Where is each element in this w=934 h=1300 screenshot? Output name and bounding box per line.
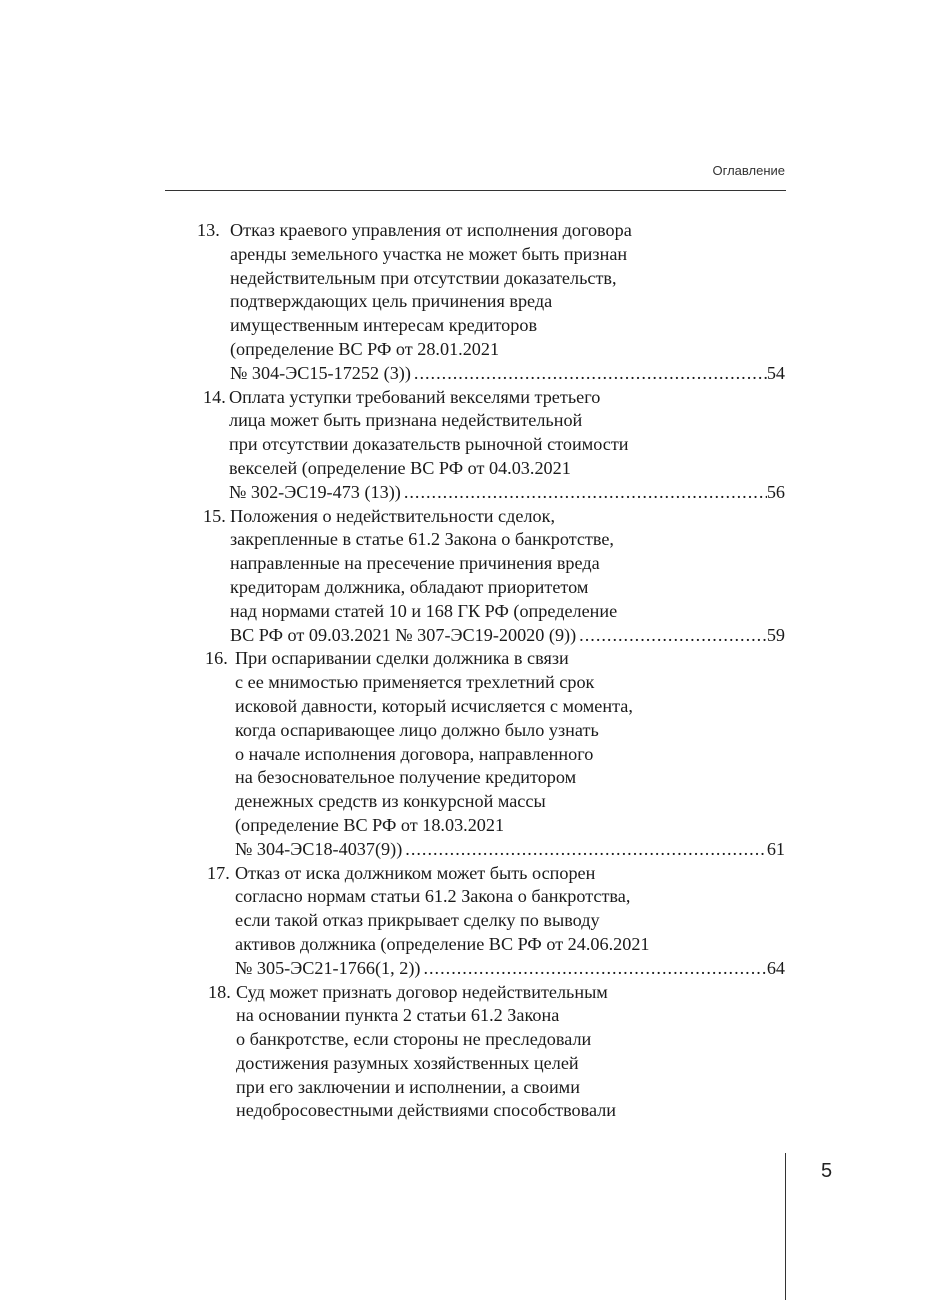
toc-entry-page-number[interactable]: 54 [766,362,785,383]
folio-rule [785,1153,786,1300]
toc-entry-line: имущественным интересам кредиторов [230,315,538,336]
toc-entry-line: (определение ВС РФ от 28.01.2021 [230,338,500,359]
toc-entry-line: когда оспаривающее лицо должно было узнать [235,719,599,740]
toc-entry-citation: ВС РФ от 09.03.2021 № 307-ЭС19-20020 (9)) [230,624,577,645]
toc-entry-number: 17. [207,862,230,883]
toc-entry-number: 16. [205,648,228,669]
toc-entry-number: 18. [208,981,231,1002]
toc-entry-line: подтверждающих цель причинения вреда [230,291,553,312]
toc-entry-line: с ее мнимостью применяется трехлетний срок [235,672,595,693]
toc-entry-citation: № 304-ЭС18-4037(9)) [235,838,403,859]
page-number: 5 [821,1160,833,1182]
toc-entry-line: если такой отказ прикрывает сделку по выводу [235,910,600,931]
toc-entry [0,219,934,386]
toc-entry-citation: № 305-ЭС21-1766(1, 2)) [235,957,421,978]
toc-entry-line: (определение ВС РФ от 18.03.2021 [235,814,505,835]
toc-entry-leader-line [235,957,785,981]
toc-entry-page-number[interactable]: 56 [766,481,785,502]
running-head-section-title: Оглавление [712,163,785,178]
toc-entry-leader-line [229,481,785,505]
toc-entry-line: кредиторам должника, обладают приоритетом [230,576,589,597]
toc-entry-page-number[interactable]: 59 [766,624,785,645]
toc-entry-line: недобросовестными действиями способствовали [236,1100,617,1121]
toc-entry-leader-line [230,624,785,648]
toc-entry-line: закрепленные в статье 61.2 Закона о банкротстве, [230,529,614,550]
toc-entry-number: 13. [197,220,220,240]
toc-entry [0,647,934,861]
toc-entry-citation: № 302-ЭС19-473 (13)) [229,481,401,502]
toc-entry-line: векселей (определение ВС РФ от 04.03.2021 [229,457,571,478]
toc-entry-citation: № 304-ЭС15-17252 (3)) [230,362,411,383]
toc-entry-line: Отказ краевого управления от исполнения договора [230,220,632,240]
toc-entry-line: направленные на пресечение причинения вреда [230,553,600,574]
toc-entry-line: При оспаривании сделки должника в связи [235,648,569,669]
toc-entry-line: согласно нормам статьи 61.2 Закона о банкротства, [235,886,631,907]
toc-entry-line: над нормами статей 10 и 168 ГК РФ (определение [230,600,618,621]
toc-entry-line: Положения о недействительности сделок, [230,505,556,526]
toc-entry-line: денежных средств из конкурсной массы [235,791,546,812]
dot-leader [411,362,767,386]
toc-entry-line: Суд может признать договор недействительным [236,981,608,1002]
toc-entry-line: Отказ от иска должником может быть оспорен [235,862,596,883]
toc-entry-number: 14. [203,386,226,407]
table-of-contents [0,219,934,1123]
toc-entry-line: о банкротстве, если стороны не преследовали [236,1029,592,1050]
toc-entry [0,505,934,648]
dot-leader [576,624,767,648]
dot-leader [402,838,767,862]
toc-entry-line: при отсутствии доказательств рыночной стоимости [229,434,629,455]
toc-entry-line: при его заключении и исполнении, а своими [236,1076,580,1097]
dot-leader [420,957,766,981]
toc-entry-line: Оплата уступки требований векселями третьего [229,386,601,407]
toc-entry-line: аренды земельного участка не может быть признан [230,243,628,264]
header-rule [165,190,786,191]
toc-entry-page-number[interactable]: 64 [766,957,785,978]
toc-entry-page-number[interactable]: 61 [766,838,785,859]
toc-entry-line: на безосновательное получение кредитором [235,767,577,788]
toc-entry-line: на основании пункта 2 статьи 61.2 Закона [236,1005,560,1026]
toc-entry-line: исковой давности, который исчисляется с момента, [235,695,633,716]
toc-entry-line: активов должника (определение ВС РФ от 24.06.2021 [235,933,650,954]
toc-entry-line: о начале исполнения договора, направленного [235,743,594,764]
toc-entry [0,386,934,505]
toc-entry-line: лица может быть признана недействительной [229,410,583,431]
toc-entry-line: недействительным при отсутствии доказательств, [230,267,617,288]
toc-entry [0,862,934,981]
toc-entry-line: достижения разумных хозяйственных целей [236,1052,579,1073]
toc-entry-leader-line [230,362,785,386]
toc-entry [0,981,934,1124]
toc-entry-number: 15. [203,505,226,526]
toc-entry-leader-line [235,838,785,862]
dot-leader [401,481,767,505]
